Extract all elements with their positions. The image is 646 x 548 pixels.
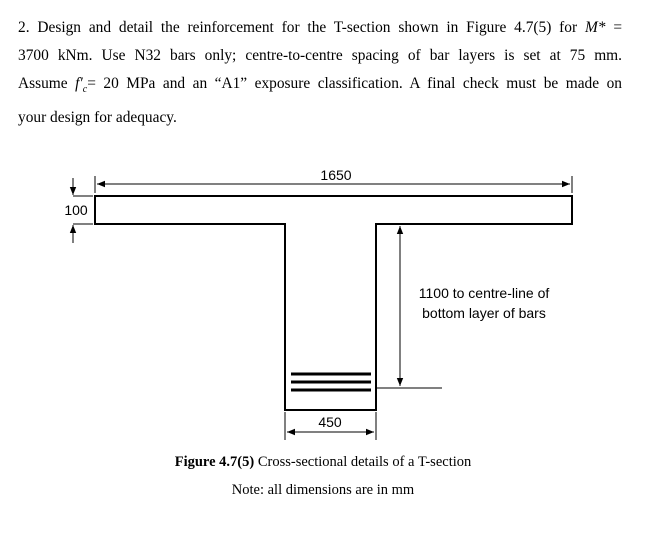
- figure-note: Note: all dimensions are in mm: [231, 482, 415, 498]
- problem-line-4: your design for adequacy.: [18, 109, 177, 127]
- problem-number: 2.: [18, 19, 30, 36]
- problem-line-2: 3700 kNm. Use N32 bars only; centre-to-centre spacing of bar layers is set at 75 mm.: [18, 47, 622, 64]
- web-width-label: 450: [318, 414, 342, 430]
- moment-symbol: M*: [584, 19, 606, 36]
- problem-line-1: 2. Design and detail the reinforcement for the T-section shown in Figure 4.7(5) for M* =: [18, 19, 622, 36]
- t-section-outline: [95, 196, 572, 410]
- fc-symbol: $f'_c$: [75, 75, 88, 96]
- effective-depth-label-1: 1100 to centre-line of: [418, 285, 550, 301]
- flange-depth-label: 100: [64, 202, 88, 218]
- effective-depth-label-2: bottom layer of bars: [422, 305, 546, 321]
- problem-line-3: Assume $f'_c= 20$ MPa and an “A1” exposure classification. A final check must be made on: [18, 75, 622, 96]
- figure-caption: Figure 4.7(5) Cross-sectional details of a T-section: [174, 454, 472, 470]
- flange-width-label: 1650: [320, 167, 352, 183]
